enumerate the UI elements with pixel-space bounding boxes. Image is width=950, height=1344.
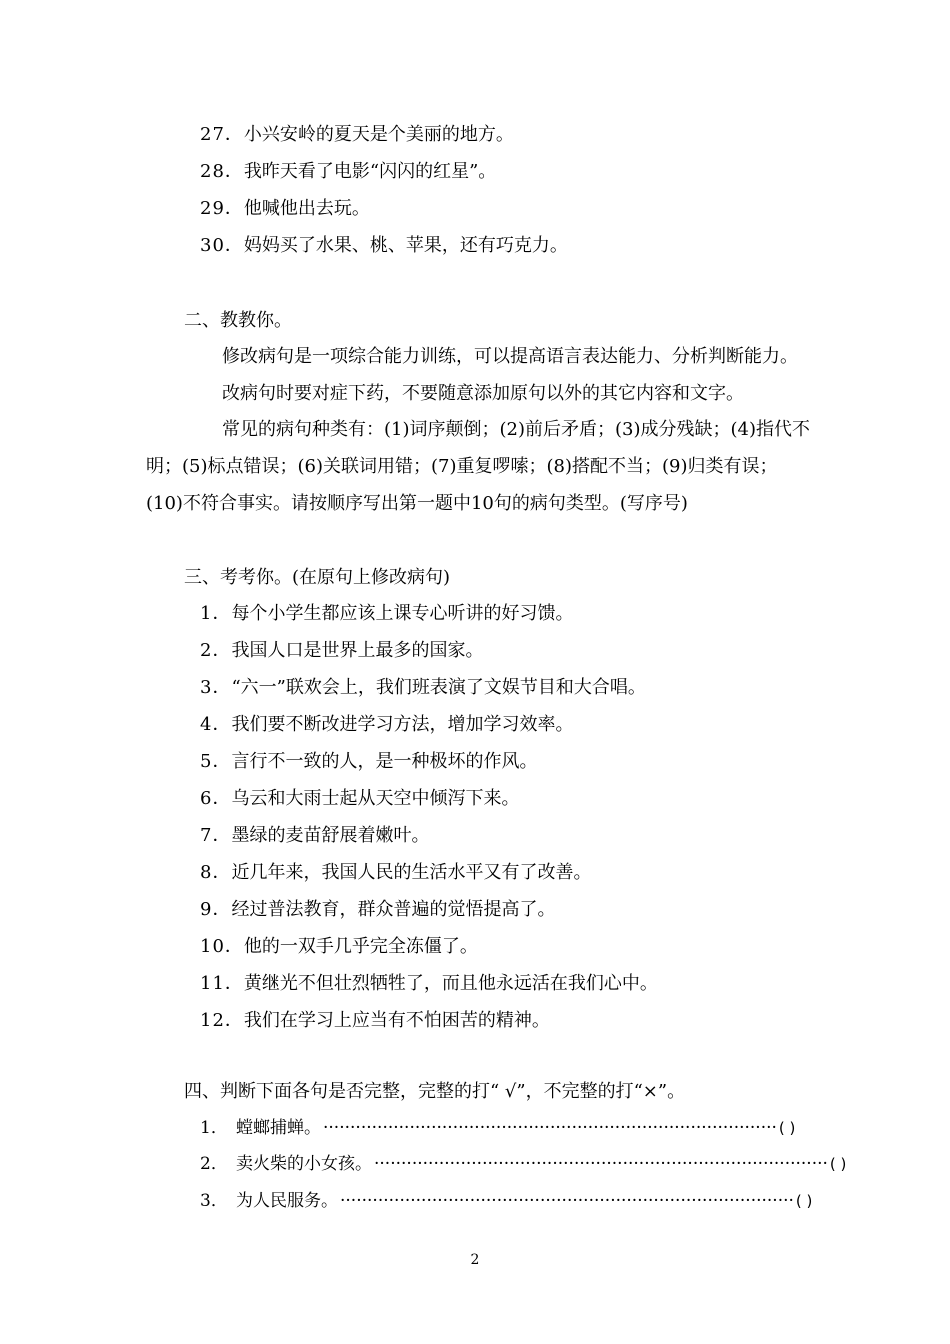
list-item xyxy=(200,787,519,811)
list-item xyxy=(200,676,646,700)
item-number: 3． xyxy=(200,677,232,698)
item-number: 2． xyxy=(200,1154,228,1174)
answer-blank[interactable]: ( ) xyxy=(795,1192,813,1210)
list-item xyxy=(200,824,429,848)
item-number: 4． xyxy=(200,714,232,735)
item-text: 小兴安岭的夏天是个美丽的地方。 xyxy=(243,124,514,145)
item-number: 12． xyxy=(200,1010,244,1031)
answer-blank[interactable]: ( ) xyxy=(778,1119,796,1137)
dot-leader: ···················································································· xyxy=(374,1154,828,1174)
item-number: 28． xyxy=(200,161,244,182)
list-item xyxy=(200,160,496,184)
item-number: 7． xyxy=(200,825,232,846)
list-item xyxy=(200,639,483,663)
list-item xyxy=(200,197,370,221)
item-number: 5． xyxy=(200,751,232,772)
item-number: 29． xyxy=(200,198,244,219)
item-number: 1． xyxy=(200,1118,228,1138)
item-text: 卖火柴的小女孩。 xyxy=(236,1154,372,1174)
item-number: 6． xyxy=(200,788,232,809)
item-text: 言行不一致的人，是一种极坏的作风。 xyxy=(231,751,538,772)
paragraph: 常见的病句种类有：(1)词序颠倒；(2)前后矛盾；(3)成分残缺；(4)指代不明；(5)标点错误；(6)关联词用错；(7)重复啰嗦；(8)搭配不当；(9)归类有误；(10)不符合事实。请按顺序写出第一题中10句的病句类型。(写序号) xyxy=(146,419,810,514)
item-text: 我昨天看了电影“闪闪的红星”。 xyxy=(243,161,497,182)
dot-leader: ···················································································· xyxy=(340,1191,794,1211)
list-item xyxy=(200,1116,796,1140)
section-title: 四、判断下面各句是否完整，完整的打“ √”，不完整的打“×”。 xyxy=(184,1081,686,1102)
item-text: 黄继光不但壮烈牺牲了，而且他永远活在我们心中。 xyxy=(243,973,658,994)
section-title: 三、考考你。(在原句上修改病句) xyxy=(184,567,451,588)
item-text: 螳螂捕蝉。 xyxy=(236,1118,321,1138)
answer-blank[interactable]: ( ) xyxy=(829,1155,847,1173)
item-number: 11． xyxy=(200,973,244,994)
list-item xyxy=(200,234,568,258)
item-number: 9． xyxy=(200,899,232,920)
item-number: 30． xyxy=(200,235,244,256)
item-number: 1． xyxy=(200,603,232,624)
item-text: 他喊他出去玩。 xyxy=(243,198,370,219)
list-item xyxy=(200,898,555,922)
paragraph: 修改病句是一项综合能力训练，可以提高语言表达能力、分析判断能力。 xyxy=(222,346,798,367)
page-number: 2 xyxy=(470,1252,480,1268)
list-item xyxy=(200,713,573,737)
item-text: 每个小学生都应该上课专心听讲的好习馈。 xyxy=(231,603,574,624)
item-text: “六一”联欢会上，我们班表演了文娱节目和大合唱。 xyxy=(231,677,646,698)
item-number: 10． xyxy=(200,936,244,957)
item-text: 他的一双手几乎完全冻僵了。 xyxy=(243,936,478,957)
list-item xyxy=(200,602,573,626)
list-item xyxy=(200,972,658,996)
item-text: 经过普法教育，群众普遍的觉悟提高了。 xyxy=(231,899,556,920)
item-number: 8． xyxy=(200,862,232,883)
list-item xyxy=(200,935,478,959)
item-text: 近几年来，我国人民的生活水平又有了改善。 xyxy=(231,862,592,883)
section-title: 二、教教你。 xyxy=(184,310,292,331)
item-text: 为人民服务。 xyxy=(236,1191,338,1211)
list-item xyxy=(200,1189,813,1213)
list-item xyxy=(200,1009,550,1033)
item-text: 乌云和大雨士起从天空中倾泻下来。 xyxy=(231,788,520,809)
item-text: 我们要不断改进学习方法，增加学习效率。 xyxy=(231,714,574,735)
item-text: 妈妈买了水果、桃、苹果，还有巧克力。 xyxy=(243,235,568,256)
paragraph: 改病句时要对症下药，不要随意添加原句以外的其它内容和文字。 xyxy=(222,383,744,404)
list-item xyxy=(200,861,591,885)
item-number: 3． xyxy=(200,1191,228,1211)
dot-leader: ···················································································· xyxy=(323,1118,777,1138)
item-number: 27． xyxy=(200,124,244,145)
item-text: 我国人口是世界上最多的国家。 xyxy=(231,640,484,661)
item-text: 我们在学习上应当有不怕困苦的精神。 xyxy=(243,1010,550,1031)
list-item xyxy=(200,123,514,147)
item-text: 墨绿的麦苗舒展着嫩叶。 xyxy=(231,825,430,846)
list-item xyxy=(200,750,537,774)
item-number: 2． xyxy=(200,640,232,661)
list-item xyxy=(200,1152,847,1176)
